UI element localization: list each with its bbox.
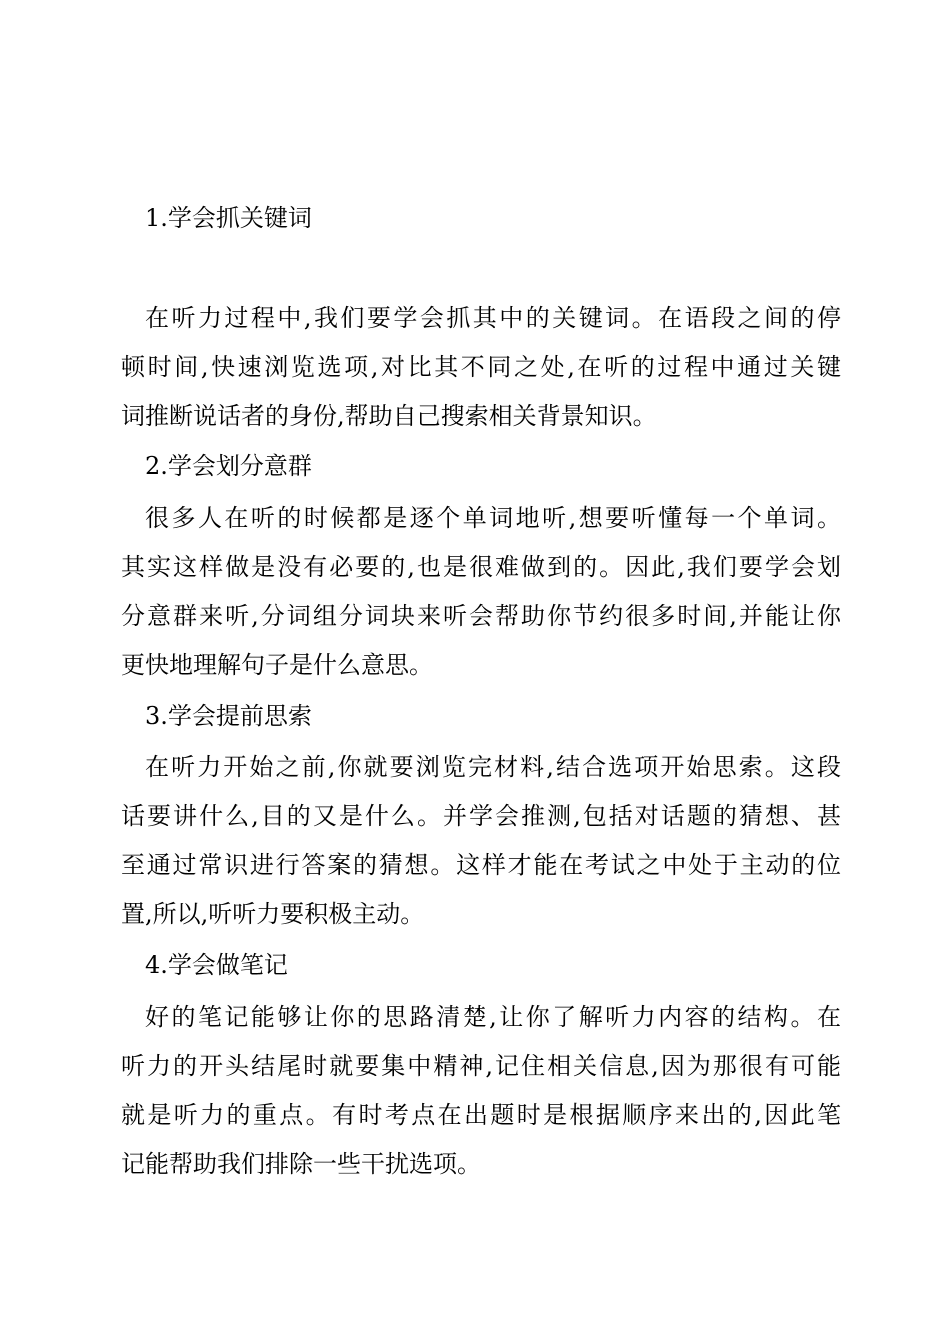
paragraph-line: 记能帮助我们排除一些干扰选项。	[121, 1150, 481, 1178]
paragraph-line: 听力的开头结尾时就要集中精神,记住相关信息,因为那很有可能	[121, 1052, 841, 1080]
section-heading-3: 3.学会提前思索	[145, 702, 312, 730]
section-heading-4: 4.学会做笔记	[145, 951, 288, 979]
paragraph-line: 在听力开始之前,你就要浏览完材料,结合选项开始思索。这段	[145, 753, 841, 781]
paragraph-line: 就是听力的重点。有时考点在出题时是根据顺序来出的,因此笔	[121, 1101, 841, 1129]
paragraph-line: 分意群来听,分词组分词块来听会帮助你节约很多时间,并能让你	[121, 602, 841, 630]
paragraph-line: 更快地理解句子是什么意思。	[121, 651, 433, 679]
paragraph-line: 很多人在听的时候都是逐个单词地听,想要听懂每一个单词。	[145, 504, 841, 532]
paragraph-line: 其实这样做是没有必要的,也是很难做到的。因此,我们要学会划	[121, 553, 841, 581]
section-heading-2: 2.学会划分意群	[145, 452, 312, 480]
paragraph-line: 顿时间,快速浏览选项,对比其不同之处,在听的过程中通过关键	[121, 353, 841, 381]
paragraph-line: 置,所以,听听力要积极主动。	[121, 900, 425, 928]
paragraph-line: 好的笔记能够让你的思路清楚,让你了解听力内容的结构。在	[145, 1003, 841, 1031]
paragraph-line: 话要讲什么,目的又是什么。并学会推测,包括对话题的猜想、甚	[121, 802, 841, 830]
section-heading-1: 1.学会抓关键词	[145, 204, 312, 232]
paragraph-line: 至通过常识进行答案的猜想。这样才能在考试之中处于主动的位	[121, 851, 841, 879]
paragraph-line: 词推断说话者的身份,帮助自己搜索相关背景知识。	[121, 402, 657, 430]
paragraph-line: 在听力过程中,我们要学会抓其中的关键词。在语段之间的停	[145, 304, 841, 332]
